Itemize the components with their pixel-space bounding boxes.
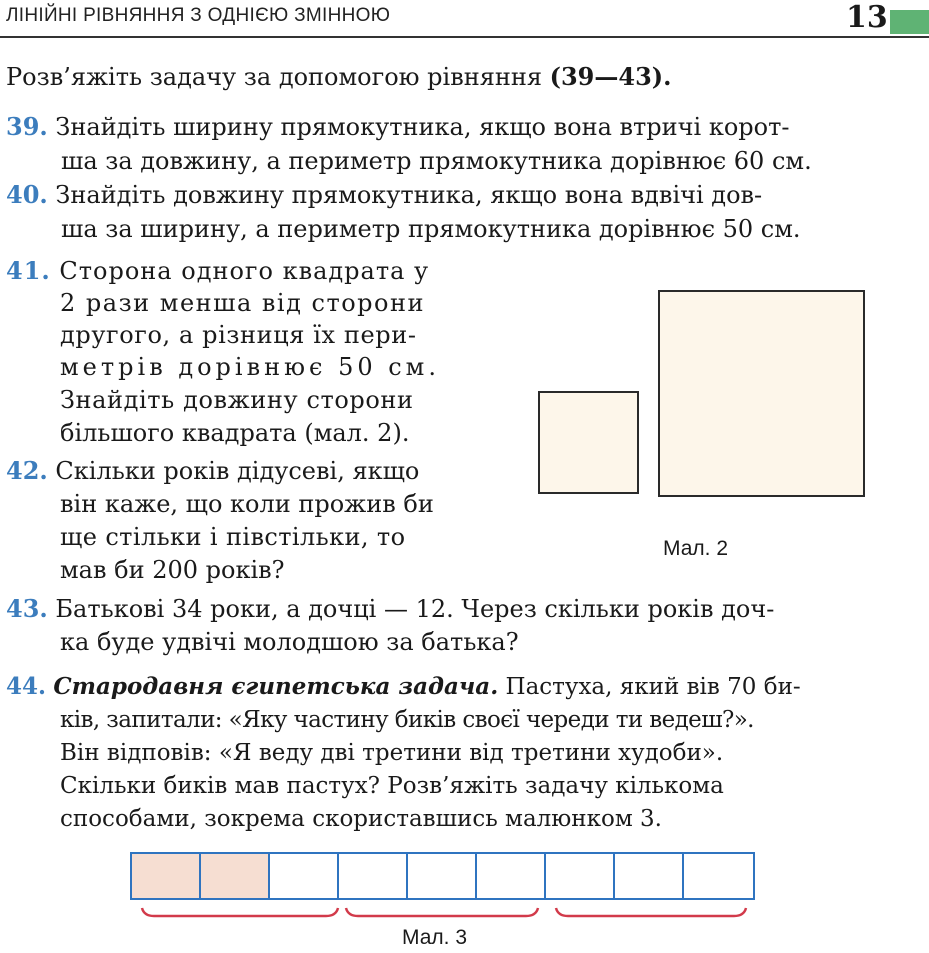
problem-41-line-5: Знайдіть довжину сторони xyxy=(60,386,414,414)
problem-44-title: Стародавня єгипетська задача. xyxy=(53,673,499,700)
strip-cell-shaded xyxy=(132,854,201,898)
figure-2-caption: Мал. 2 xyxy=(663,537,729,560)
problem-43-line-1 xyxy=(6,594,774,624)
problem-41-line-2: 2 рази менша від сторони xyxy=(60,289,425,317)
problem-39-text-1: Знайдіть ширину прямокутника, якщо вона втричі корот- xyxy=(55,113,790,141)
page-number: 13 xyxy=(846,0,888,35)
problem-42-line-2: він каже, що коли прожив би xyxy=(60,490,434,518)
strip-cell xyxy=(270,854,339,898)
problem-42-line-1 xyxy=(6,456,419,486)
small-square xyxy=(538,391,639,494)
intro-range: (39—43). xyxy=(549,62,672,91)
problem-43-number: 43. xyxy=(6,594,48,623)
problem-40-number: 40. xyxy=(6,180,48,209)
problem-42-number: 42. xyxy=(6,456,48,485)
problem-39-number: 39. xyxy=(6,112,48,141)
problem-44-line-1 xyxy=(6,672,801,702)
problem-44-number: 44. xyxy=(6,673,47,700)
strip-cell-shaded xyxy=(201,854,270,898)
problem-39-line-1 xyxy=(6,112,789,142)
brace-third-third xyxy=(554,906,748,922)
problem-41-line-6: більшого квадрата (мал. 2). xyxy=(60,419,410,447)
problem-44-line-4: Скільки биків мав пастух? Розв’яжіть задачу кількома xyxy=(60,773,724,799)
problem-43-line-2: ка буде удвічі молодшою за батька? xyxy=(60,628,519,656)
chapter-title: ЛІНІЙНІ РІВНЯННЯ З ОДНІЄЮ ЗМІННОЮ xyxy=(6,5,391,26)
problem-42-line-3: ще стільки і півстільки, то xyxy=(60,523,406,551)
problem-40-line-1 xyxy=(6,180,762,210)
problem-42-line-4: мав би 200 років? xyxy=(60,556,285,584)
problem-44-line-3: Він відповів: «Я веду дві третини від третини худоби». xyxy=(60,740,724,766)
page-tab xyxy=(890,10,929,34)
intro-line xyxy=(6,62,671,92)
strip-cell xyxy=(546,854,615,898)
strip-cell xyxy=(408,854,477,898)
problem-41-line-1 xyxy=(6,256,429,286)
figure-3-caption: Мал. 3 xyxy=(402,926,468,949)
figure-3-strip xyxy=(130,852,755,900)
problem-41-line-3: другого, а різниця їх пери- xyxy=(60,321,417,349)
problem-41-line-4: метрів дорівнює 50 см. xyxy=(60,353,440,381)
problem-39-line-2: ша за довжину, а периметр прямокутника дорівнює 60 см. xyxy=(61,147,812,175)
strip-cell xyxy=(339,854,408,898)
problem-41-text-1: Сторона одного квадрата у xyxy=(59,257,430,285)
header-divider xyxy=(0,36,929,38)
problem-44-line-5: способами, зокрема скориставшись малюнком 3. xyxy=(60,806,662,832)
problem-43-text-1: Батькові 34 роки, а дочці — 12. Через скільки років доч- xyxy=(55,595,775,623)
problem-41-number: 41. xyxy=(6,256,51,285)
intro-text: Розв’яжіть задачу за допомогою рівняння xyxy=(6,63,550,91)
problem-44-text-1: Пастуха, який вів 70 би- xyxy=(498,674,801,700)
problem-40-line-2: ша за ширину, а периметр прямокутника дорівнює 50 см. xyxy=(61,215,801,243)
problem-44-line-2: ків, запитали: «Яку частину биків своєї череди ти ведеш?». xyxy=(60,707,754,733)
problem-42-text-1: Скільки років дідусеві, якщо xyxy=(55,457,420,485)
brace-second-third xyxy=(344,906,540,922)
problem-40-text-1: Знайдіть довжину прямокутника, якщо вона вдвічі дов- xyxy=(55,181,763,209)
strip-cell xyxy=(615,854,684,898)
strip-cell xyxy=(477,854,546,898)
strip-cell xyxy=(684,854,753,898)
large-square xyxy=(658,290,865,497)
brace-first-third xyxy=(140,906,340,922)
